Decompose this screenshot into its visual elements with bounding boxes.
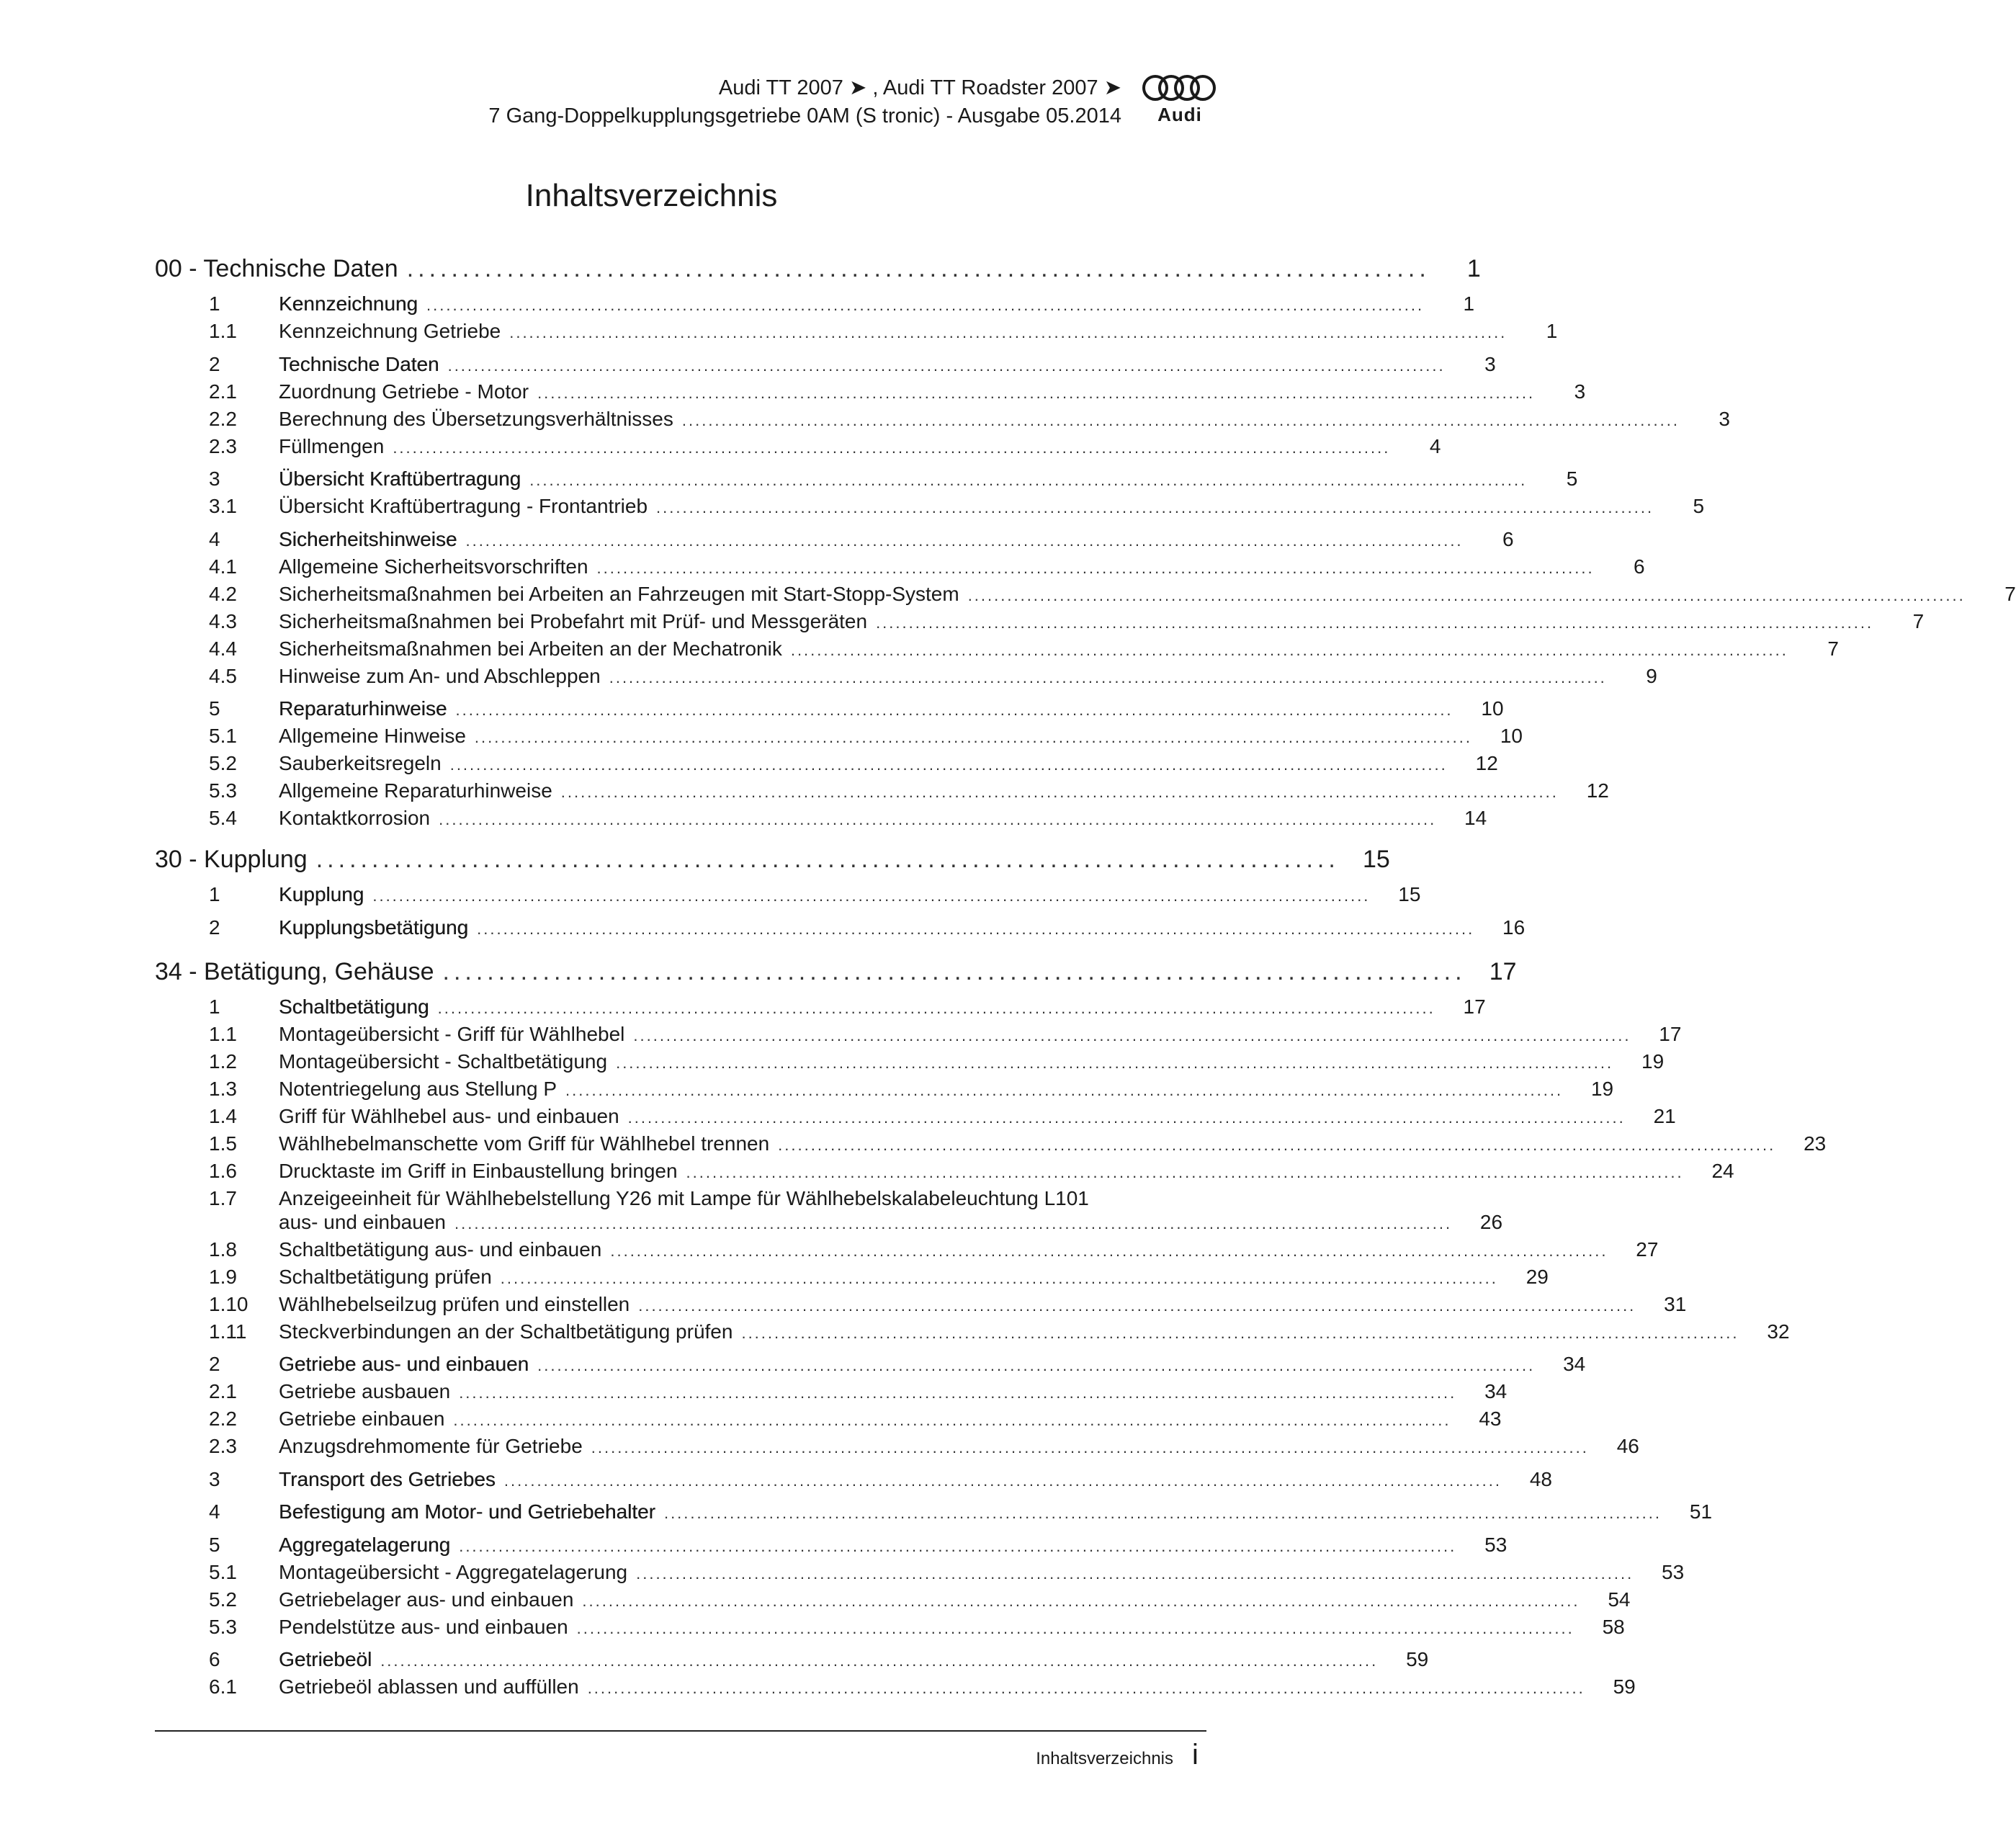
toc-label: Getriebeöl [279,1648,372,1670]
toc-label: Allgemeine Reparaturhinweise [279,779,552,802]
toc-entry-b2-2[interactable] [209,1407,1502,1433]
toc-label: Kennzeichnung [279,292,418,315]
leader-dots: ........................................................................................................................................................ [474,728,1472,746]
toc-page-number: 7 [1827,637,1839,660]
toc-label: Griff für Wählhebel aus- und einbauen [279,1105,619,1127]
toc-label: Sauberkeitsregeln [279,752,442,774]
toc-number: 1.1 [209,1023,237,1045]
toc-page-number: 9 [1646,665,1657,687]
toc-page-number: 6 [1502,528,1514,550]
toc-number: 2.1 [209,380,237,403]
toc-entry-b1-9[interactable] [209,1265,1549,1291]
toc-number: 4.2 [209,583,237,605]
leader-dots: ........................................................................................................................................................ [609,668,1607,686]
leader-dots: ........................................................................................................................................................ [380,1652,1379,1670]
leader-dots: ........................................................................................................................................................ [741,1324,1739,1342]
toc-label: Wählhebelmanschette vom Griff für Wählhebel trennen [279,1132,770,1155]
toc-page-number: 15 [1362,846,1390,873]
toc-page-number: 24 [1711,1160,1734,1182]
toc-label: Montageübersicht - Griff für Wählhebel [279,1023,625,1045]
toc-number: 4 [209,1500,220,1523]
footer-label: Inhaltsverzeichnis [1036,1749,1173,1768]
toc-entry-1-1[interactable] [209,319,1558,345]
leader-dots: ........................................................................................................................................................ [529,471,1528,489]
toc-label: Getriebe aus- und einbauen [279,1353,529,1375]
toc-label: Übersicht Kraftübertragung [279,467,521,490]
toc-number: 3 [209,1468,220,1490]
toc-label: Getriebelager aus- und einbauen [279,1588,574,1611]
audi-logo-text: Audi [1157,104,1202,125]
toc-page-number: 1 [1546,320,1558,342]
page-title: Inhaltsverzeichnis [525,178,778,213]
header-vehicle-line: Audi TT 2007 ➤ , Audi TT Roadster 2007 ➤ [718,76,1121,99]
leader-dots: ........................................................................................................................................................ [437,999,1435,1017]
leader-dots: ............................................................................................ [315,846,1340,873]
toc-label: Transport des Getriebes [279,1468,496,1490]
leader-dots: ........................................................................................................................................................ [633,1026,1631,1044]
toc-entry-5-1[interactable] [209,724,1523,750]
toc-number: 5 [209,1534,220,1556]
toc-label: Sicherheitsmaßnahmen bei Arbeiten an der Mechatronik [279,637,782,660]
toc-entry-b5-1[interactable] [209,1560,1685,1586]
toc-page-number: 17 [1489,958,1517,985]
toc-label: Getriebe einbauen [279,1407,445,1430]
toc-entry-b2-1[interactable] [209,1379,1507,1405]
toc-number: 4.3 [209,610,237,632]
toc-page-number: 34 [1563,1353,1586,1375]
leader-dots: ........................................................................................................................................................ [656,498,1654,516]
toc-entry-b5[interactable] [209,1533,1507,1559]
toc-number: 2 [209,1353,220,1375]
toc-label: Hinweise zum An- und Abschleppen [279,665,601,687]
toc-page-number: 4 [1429,435,1441,457]
toc-number: 2 [209,353,220,375]
toc-label: Montageübersicht - Schaltbetätigung [279,1050,608,1073]
toc-entry-b1-11[interactable] [209,1320,1790,1346]
leader-dots: ........................................................................................................................................................ [503,1472,1502,1490]
leader-dots: ........................................................................................................................................................ [500,1269,1498,1287]
toc-entry-kupplung[interactable] [209,882,1421,908]
toc-label: Kupplungsbetätigung [279,916,469,939]
toc-entry-b1[interactable] [209,995,1486,1021]
toc-label: Drucktaste im Griff in Einbaustellung bringen [279,1160,678,1182]
toc-entry-5-2[interactable] [209,751,1498,777]
toc-number: 2.2 [209,1407,237,1430]
leader-dots: ........................................................................................................................................................ [778,1136,1776,1154]
leader-dots: ........................................................................................................................................................ [790,641,1788,659]
toc-entry-b1-7[interactable] [209,1186,1145,1211]
toc-chapter-label: 30 - Kupplung [155,846,308,873]
toc-number: 5.4 [209,807,237,829]
toc-page-number: 16 [1502,916,1526,939]
toc-page-number: 12 [1475,752,1498,774]
toc-page-number: 32 [1767,1320,1790,1343]
toc-number: 1.10 [209,1293,248,1315]
leader-dots: ........................................................................................................................................................ [447,357,1446,375]
toc-number: 1.9 [209,1266,237,1288]
toc-label: Anzugsdrehmomente für Getriebe [279,1435,583,1457]
toc-label: Schaltbetätigung [279,995,429,1018]
toc-label: Notentriegelung aus Stellung P [279,1078,557,1100]
toc-page-number: 23 [1804,1132,1827,1155]
toc-label: Berechnung des Übersetzungsverhältnisses [279,408,673,430]
toc-chapter-00[interactable] [155,254,1481,283]
toc-page-number: 46 [1616,1435,1639,1457]
toc-entry-2-2[interactable] [209,407,1730,433]
toc-number: 5.2 [209,1588,237,1611]
toc-number: 2 [209,916,220,939]
toc-entry-b3[interactable] [209,1467,1552,1493]
leader-dots: ........................................................................................................................................................ [591,1438,1589,1456]
toc-page-number: 5 [1693,495,1705,517]
toc-page-number: 3 [1719,408,1730,430]
toc-entry-b1-7-cont[interactable] [209,1210,1503,1236]
toc-number: 6 [209,1648,220,1670]
toc-entry-b2[interactable] [209,1352,1586,1378]
toc-label: Sicherheitsmaßnahmen bei Probefahrt mit Prüf- und Messgeräten [279,610,868,632]
toc-entry-4-5[interactable] [209,664,1657,690]
toc-label: Montageübersicht - Aggregatelagerung [279,1561,628,1583]
toc-entry-b1-1[interactable] [209,1022,1682,1048]
leader-dots: ........................................................................................................................................................ [587,1679,1585,1697]
toc-label: Steckverbindungen an der Schaltbetätigung prüfen [279,1320,733,1343]
toc-number: 1.1 [209,320,237,342]
toc-entry-b1-2[interactable] [209,1049,1665,1075]
leader-dots: ........................................................................................................................................................ [582,1592,1580,1610]
toc-number: 6.1 [209,1675,237,1698]
toc-label: Allgemeine Sicherheitsvorschriften [279,555,588,578]
toc-entry-5-3[interactable] [209,779,1609,805]
toc-page-number: 17 [1463,995,1486,1018]
toc-entry-2-3[interactable] [209,434,1441,460]
leader-dots: ........................................................................................................................................................ [638,1297,1636,1315]
toc-label: Schaltbetätigung aus- und einbauen [279,1238,602,1261]
toc-label: Wählhebelseilzug prüfen und einstellen [279,1293,630,1315]
toc-page-number: 58 [1602,1616,1625,1638]
toc-page-number: 21 [1653,1105,1676,1127]
toc-page-number: 1 [1463,292,1475,315]
toc-label: Getriebe ausbauen [279,1380,451,1402]
toc-number: 5.3 [209,1616,237,1638]
toc-number: 4.1 [209,555,237,578]
toc-label: Befestigung am Motor- und Getriebehalter [279,1500,655,1523]
toc-page-number: 29 [1526,1266,1549,1288]
leader-dots: ........................................................................................................................................................ [576,1619,1574,1637]
leader-dots: ........................................................................................................................................................ [449,756,1448,774]
leader-dots: ........................................................................................................................................................ [537,384,1536,402]
toc-page-number: 51 [1689,1500,1713,1523]
toc-page-number: 10 [1500,725,1523,747]
toc-page-number: 1 [1466,255,1481,282]
leader-dots: ............................................................................................ [406,255,1430,282]
toc-label: Zuordnung Getriebe - Motor [279,380,529,403]
leader-dots: ........................................................................................................................................................ [967,586,1966,604]
toc-label-continued: aus- und einbauen [279,1211,446,1233]
toc-label: Technische Daten [279,353,439,375]
toc-page-number: 3 [1484,353,1496,375]
toc-label: Reparaturhinweise [279,697,447,720]
leader-dots: ........................................................................................................................................................ [459,1384,1457,1402]
toc-label: Übersicht Kraftübertragung - Frontantrieb [279,495,648,517]
toc-entry-b5-3[interactable] [209,1615,1625,1641]
leader-dots: ............................................................................................ [442,958,1466,985]
toc-page-number: 54 [1608,1588,1631,1611]
leader-dots: ........................................................................................................................................................ [439,810,1437,828]
toc-number: 2.3 [209,435,237,457]
toc-page-number: 5 [1566,467,1578,490]
toc-entry-4[interactable] [209,527,1514,553]
toc-entry-b1-6[interactable] [209,1159,1734,1185]
toc-entry-4-2[interactable] [209,582,2016,608]
toc-page-number: 53 [1662,1561,1685,1583]
toc-entry-4-3[interactable] [209,609,1925,635]
toc-entry-4-4[interactable] [209,637,1839,663]
leader-dots: ........................................................................................................................................................ [372,887,1371,905]
leader-dots: ........................................................................................................................................................ [454,1214,1453,1232]
toc-page-number: 12 [1586,779,1609,802]
toc-number: 5.2 [209,752,237,774]
toc-entry-b4[interactable] [209,1500,1713,1526]
toc-number: 3 [209,467,220,490]
toc-entry-b5-2[interactable] [209,1588,1631,1614]
toc-number: 5 [209,697,220,720]
toc-number: 5.1 [209,1561,237,1583]
toc-label: Sicherheitsmaßnahmen bei Arbeiten an Fahrzeugen mit Start-Stopp-System [279,583,959,605]
toc-label: Getriebeöl ablassen und auffüllen [279,1675,579,1698]
toc-page-number: 15 [1398,883,1421,905]
toc-page-number: 26 [1479,1211,1503,1233]
toc-page-number: 53 [1484,1534,1507,1556]
toc-number: 2.1 [209,1380,237,1402]
toc-number: 1.7 [209,1187,237,1209]
toc-page-number: 59 [1406,1648,1429,1670]
toc-number: 2.2 [209,408,237,430]
footer-page-number: i [1192,1739,1199,1771]
leader-dots: ........................................................................................................................................................ [453,1411,1451,1429]
leader-dots: ........................................................................................................................................................ [616,1054,1614,1072]
toc-number: 1.3 [209,1078,237,1100]
toc-page-number: 43 [1479,1407,1502,1430]
leader-dots: ........................................................................................................................................................ [426,296,1425,314]
toc-page-number: 59 [1613,1675,1636,1698]
footer-divider [155,1730,1206,1732]
leader-dots: ........................................................................................................................................................ [459,1537,1457,1555]
toc-chapter-34[interactable] [155,957,1517,986]
toc-entry-4-1[interactable] [209,555,1645,581]
toc-number: 1.11 [209,1320,247,1343]
toc-entry-b1-3[interactable] [209,1077,1614,1103]
toc-entry-3-1[interactable] [209,494,1705,520]
toc-number: 1.6 [209,1160,237,1182]
leader-dots: ........................................................................................................................................................ [596,559,1595,577]
toc-entry-2-1[interactable] [209,380,1586,406]
toc-number: 4.4 [209,637,237,660]
toc-page-number: 6 [1634,555,1645,578]
leader-dots: ........................................................................................................................................................ [537,1356,1536,1374]
toc-number: 4.5 [209,665,237,687]
header-manual-line: 7 Gang-Doppelkupplungsgetriebe 0AM (S tronic) - Ausgabe 05.2014 [488,104,1121,127]
leader-dots: ........................................................................................................................................................ [455,701,1453,719]
toc-number: 5.3 [209,779,237,802]
toc-page-number: 14 [1464,807,1487,829]
toc-page-number: 27 [1636,1238,1659,1261]
toc-chapter-label: 34 - Betätigung, Gehäuse [155,958,434,985]
toc-entry-b1-10[interactable] [209,1292,1687,1318]
toc-entry-b2-3[interactable] [209,1434,1639,1460]
toc-page-number: 19 [1641,1050,1665,1073]
leader-dots: ........................................................................................................................................................ [686,1163,1684,1181]
leader-dots: ........................................................................................................................................................ [663,1504,1662,1522]
toc-page-number: 3 [1574,380,1586,403]
toc-label: Sicherheitshinweise [279,528,457,550]
leader-dots: ........................................................................................................................................................ [565,1081,1564,1099]
toc-label: Füllmengen [279,435,385,457]
toc-number: 1 [209,292,220,315]
toc-page-number: 19 [1590,1078,1614,1100]
toc-entry-b6[interactable] [209,1647,1429,1673]
leader-dots: ........................................................................................................................................................ [876,614,1874,632]
toc-label: Kontaktkorrosion [279,807,431,829]
leader-dots: ........................................................................................................................................................ [610,1242,1608,1260]
toc-entry-2[interactable] [209,352,1496,378]
toc-page-number: 10 [1481,697,1504,720]
toc-number: 1.8 [209,1238,237,1261]
toc-label: Allgemeine Hinweise [279,725,466,747]
toc-number: 1 [209,995,220,1018]
toc-label: Kennzeichnung Getriebe [279,320,501,342]
toc-label: Schaltbetätigung prüfen [279,1266,492,1288]
toc-chapter-label: 00 - Technische Daten [155,255,398,282]
toc-label: Aggregatelagerung [279,1534,451,1556]
toc-page-number: 17 [1659,1023,1682,1045]
leader-dots: ........................................................................................................................................................ [477,920,1475,938]
toc-number: 1.2 [209,1050,237,1073]
toc-entry-kupplungsbetaetigung[interactable] [209,916,1526,941]
toc-page-number: 34 [1484,1380,1507,1402]
toc-entry-1[interactable] [209,292,1475,318]
leader-dots: ........................................................................................................................................................ [627,1109,1626,1127]
toc-page-number: 48 [1529,1468,1552,1490]
leader-dots: ........................................................................................................................................................ [509,323,1507,341]
toc-entry-b1-5[interactable] [209,1132,1827,1158]
toc-chapter-30[interactable] [155,845,1390,874]
toc-label: Kupplung [279,883,364,905]
leader-dots: ........................................................................................................................................................ [560,783,1559,801]
toc-entry-5-4[interactable] [209,806,1487,832]
toc-number: 1.5 [209,1132,237,1155]
leader-dots: ........................................................................................................................................................ [636,1565,1634,1583]
toc-entry-b6-1[interactable] [209,1675,1636,1701]
toc-label: Pendelstütze aus- und einbauen [279,1616,568,1638]
toc-entry-b1-8[interactable] [209,1237,1659,1263]
toc-page-number: 7 [1912,610,1925,632]
toc-entry-b1-4[interactable] [209,1104,1676,1130]
toc-number: 4 [209,528,220,550]
toc-number: 2.3 [209,1435,237,1457]
toc-page-number: 31 [1664,1293,1687,1315]
toc-number: 1.4 [209,1105,237,1127]
toc-entry-5[interactable] [209,697,1504,722]
toc-page-number: 7 [2004,583,2016,605]
toc-number: 1 [209,883,220,905]
leader-dots: ........................................................................................................................................................ [393,439,1391,457]
leader-dots: ........................................................................................................................................................ [465,532,1464,550]
toc-number: 3.1 [209,495,237,517]
toc-number: 5.1 [209,725,237,747]
toc-entry-3[interactable] [209,467,1578,493]
leader-dots: ........................................................................................................................................................ [681,411,1680,429]
toc-label: Anzeigeeinheit für Wählhebelstellung Y26 mit Lampe für Wählhebelskalabeleuchtung L101 [279,1187,1089,1209]
